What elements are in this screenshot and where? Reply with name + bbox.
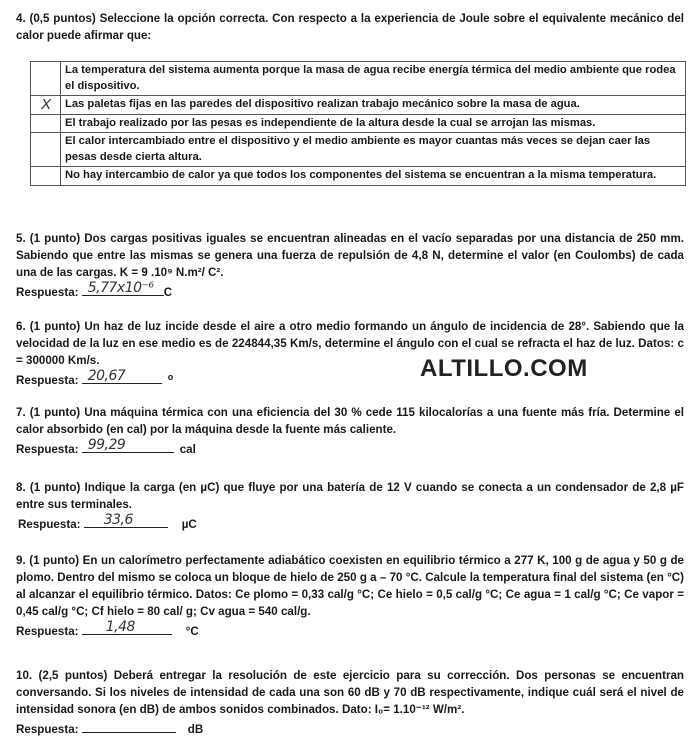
handwritten-answer: 20,67 <box>87 368 126 384</box>
answer-label: Respuesta: <box>16 723 79 736</box>
answer-label: Respuesta: <box>16 443 79 456</box>
answer-unit: cal <box>179 443 196 456</box>
option-mark-box[interactable] <box>31 114 61 133</box>
option-row[interactable] <box>31 96 686 115</box>
answer-row <box>16 718 684 738</box>
answer-unit: dB <box>187 723 204 736</box>
question-6-text: 6. (1 punto) Un haz de luz incide desde el aire a otro medio formando un ángulo de incidencia de 28°. Sabiendo que la velocidad de la luz en ese medio es de 224844,35 Km/s, determine el ángulo con el cual se refracta el haz de luz. Datos: c = 300000 Km/s. <box>16 320 684 367</box>
answer-field[interactable] <box>82 620 172 635</box>
option-mark-box[interactable] <box>31 133 61 167</box>
question-5 <box>16 230 684 301</box>
answer-row <box>16 281 684 301</box>
answer-unit: µC <box>181 518 197 531</box>
option-mark-box[interactable] <box>31 62 61 96</box>
option-text: No hay intercambio de calor ya que todos los componentes del sistema se encuentran a la misma temperatura. <box>61 167 686 186</box>
question-10-text: 10. (2,5 puntos) Deberá entregar la resolución de este ejercicio para su corrección. Dos personas se encuentran conversando. Si los niveles de intensidad de cada una son 60 dB y 70 dB respectivamente, indique cuál será el nivel de intensidad sonora (en dB) de ambos sonidos combinados. Dato: I₀= 1.10⁻¹² W/m². <box>16 669 684 716</box>
question-7-text: 7. (1 punto) Una máquina térmica con una eficiencia del 30 % cede 115 kilocalorías a una fuente más fría. Determine el calor absorbido (en cal) por la máquina desde la fuente más caliente. <box>16 406 684 436</box>
question-4 <box>16 10 684 44</box>
question-4-options-table <box>30 61 686 186</box>
answer-field[interactable] <box>82 369 162 384</box>
question-5-text: 5. (1 punto) Dos cargas positivas iguales se encuentran alineadas en el vacío separadas por una distancia de 250 mm. Sabiendo que entre las mismas se genera una fuerza de repulsión de 4,8 N, determine el valor (en Coulombs) de cada una de las cargas. K = 9 .10⁹ N.m²/ C². <box>16 232 684 279</box>
handwritten-answer: 5,77x10⁻⁶ <box>87 280 154 296</box>
option-text: El trabajo realizado por las pesas es independiente de la altura desde la cual se arrojan las mismas. <box>61 114 686 133</box>
question-8 <box>16 479 684 533</box>
watermark-logo: ALTILLO.COM <box>420 355 588 382</box>
answer-field[interactable] <box>82 718 176 733</box>
option-text: Las paletas fijas en las paredes del dispositivo realizan trabajo mecánico sobre la masa de agua. <box>61 96 686 115</box>
question-8-text: 8. (1 punto) Indique la carga (en µC) que fluye por una batería de 12 V cuando se conecta a un condensador de 2,8 µF entre sus terminales. <box>16 481 684 511</box>
option-mark-box[interactable]: X <box>31 96 61 115</box>
option-row[interactable] <box>31 114 686 133</box>
answer-row <box>16 438 684 458</box>
handwritten-answer: 1,48 <box>105 619 135 635</box>
answer-unit: o <box>167 372 174 382</box>
question-10 <box>16 667 684 738</box>
option-text: La temperatura del sistema aumenta porque la masa de agua recibe energía térmica del medio ambiente que rodea el dispositivo. <box>61 62 686 96</box>
question-7 <box>16 404 684 458</box>
answer-field[interactable] <box>84 513 168 528</box>
question-9-text: 9. (1 punto) En un calorímetro perfectamente adiabático coexisten en equilibrio térmico a 277 K, 100 g de agua y 50 g de plomo. Dentro del mismo se coloca un bloque de hielo de 250 g a – 70 °C. Calcule la temperatura final del sistema (en °C) al alcanzar el equilibrio térmico. Datos: Ce plomo = 0,33 cal/g °C; Ce hielo = 0,5 cal/g °C; Ce agua = 1 cal/g °C; Ce vapor = 0,45 cal/g °C; Cf hielo = 80 cal/ g; Cv agua = 540 cal/g. <box>16 554 684 618</box>
question-9 <box>16 552 684 640</box>
answer-row <box>18 513 684 533</box>
answer-row <box>16 620 684 640</box>
option-row[interactable] <box>31 62 686 96</box>
option-row[interactable] <box>31 133 686 167</box>
answer-label: Respuesta: <box>16 374 79 387</box>
answer-label: Respuesta: <box>18 518 81 531</box>
question-4-text: 4. (0,5 puntos) Seleccione la opción correcta. Con respecto a la experiencia de Joule sobre el equivalente mecánico del calor puede afirmar que: <box>16 12 684 42</box>
option-row[interactable] <box>31 167 686 186</box>
answer-unit: °C <box>185 625 199 638</box>
answer-label: Respuesta: <box>16 286 79 299</box>
handwritten-answer: 33,6 <box>103 512 133 528</box>
answer-field[interactable] <box>82 281 164 296</box>
option-text: El calor intercambiado entre el dispositivo y el medio ambiente es mayor cuantas más veces se dejan caer las pesas desde cierta altura. <box>61 133 686 167</box>
option-mark-box[interactable] <box>31 167 61 186</box>
answer-label: Respuesta: <box>16 625 79 638</box>
handwritten-answer: 99,29 <box>87 437 126 453</box>
answer-unit: C <box>163 286 173 299</box>
answer-field[interactable] <box>82 438 174 453</box>
